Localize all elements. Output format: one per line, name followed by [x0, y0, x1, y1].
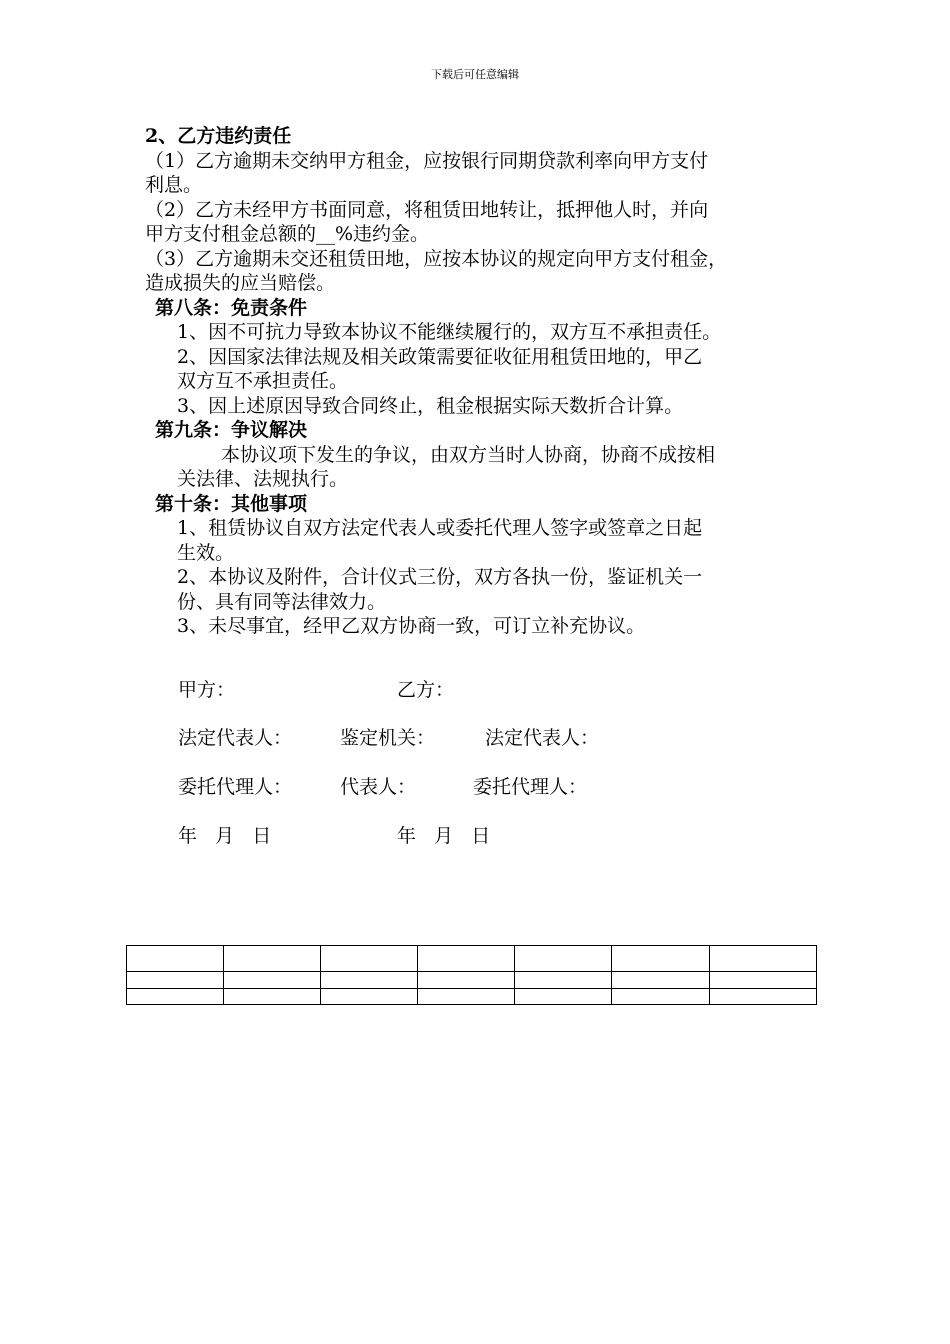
table-cell: [515, 946, 612, 972]
paragraph-line: 3、未尽事宜，经甲乙双方协商一致，可订立补充协议。: [177, 615, 646, 637]
section-heading: 第八条：免责条件: [155, 296, 308, 319]
paragraph-line: 生效。: [177, 541, 235, 564]
contract-body: [145, 124, 825, 639]
section-heading: 2、乙方违约责任: [145, 125, 292, 147]
paragraph-line: 本协议项下发生的争议，由双方当时人协商，协商不成按相: [221, 443, 716, 466]
table-cell: [710, 946, 817, 972]
table-cell: [321, 946, 418, 972]
table-cell: [418, 989, 515, 1005]
page-header: 下载后可任意编辑: [431, 68, 519, 81]
blank-table: [126, 945, 817, 1005]
paragraph-line: 关法律、法规执行。: [177, 468, 349, 490]
agent-b-label: 委托代理人：: [473, 776, 588, 798]
table-row: [127, 946, 817, 972]
party-b-label: 乙方：: [397, 679, 455, 701]
legal-rep-a-label: 法定代表人：: [178, 727, 293, 749]
date-b-label: 年 月 日: [397, 825, 491, 847]
paragraph-line: （3）乙方逾期未交还租赁田地，应按本协议的规定向甲方支付租金，: [145, 247, 728, 270]
table-cell: [515, 989, 612, 1005]
paragraph-line: 造成损失的应当赔偿。: [145, 272, 336, 294]
table-cell: [224, 946, 321, 972]
representative-label: 代表人：: [340, 776, 417, 798]
table-cell: [418, 972, 515, 989]
table-cell: [321, 972, 418, 989]
table-cell: [612, 946, 710, 972]
paragraph-line: 利息。: [145, 174, 203, 196]
paragraph-line: 3、因上述原因导致合同终止，租金根据实际天数折合计算。: [177, 394, 684, 417]
table-row: [127, 972, 817, 989]
paragraph-line: 甲方支付租金总额的__%违约金。: [145, 223, 430, 245]
notary-org-label: 鉴定机关：: [340, 727, 436, 749]
table-cell: [127, 946, 224, 972]
legal-rep-b-label: 法定代表人：: [485, 727, 600, 749]
paragraph-line: 双方互不承担责任。: [177, 370, 349, 392]
section-heading: 第九条：争议解决: [155, 419, 308, 441]
table-cell: [127, 972, 224, 989]
table-cell: [612, 972, 710, 989]
paragraph-line: （2）乙方未经甲方书面同意，将租赁田地转让，抵押他人时，并向: [145, 198, 709, 221]
paragraph-line: 1、因不可抗力导致本协议不能继续履行的，双方互不承担责任。: [177, 321, 722, 343]
table-cell: [710, 972, 817, 989]
table-row: [127, 989, 817, 1005]
table-cell: [224, 989, 321, 1005]
party-a-label: 甲方：: [178, 679, 236, 701]
table-cell: [418, 946, 515, 972]
table-cell: [224, 972, 321, 989]
paragraph-line: 2、因国家法律法规及相关政策需要征收征用租赁田地的，甲乙: [177, 345, 703, 368]
paragraph-line: （1）乙方逾期未交纳甲方租金，应按银行同期贷款利率向甲方支付: [145, 149, 709, 172]
section-heading: 第十条：其他事项: [155, 492, 308, 515]
table-cell: [612, 989, 710, 1005]
paragraph-line: 2、本协议及附件，合计仪式三份，双方各执一份，鉴证机关一: [177, 566, 703, 588]
date-a-label: 年 月 日: [178, 825, 272, 847]
paragraph-line: 1、租赁协议自双方法定代表人或委托代理人签字或签章之日起: [177, 517, 703, 539]
paragraph-line: 份、具有同等法律效力。: [177, 590, 387, 613]
table-cell: [321, 989, 418, 1005]
table-cell: [515, 972, 612, 989]
table-cell: [710, 989, 817, 1005]
agent-a-label: 委托代理人：: [178, 776, 293, 798]
table-cell: [127, 989, 224, 1005]
